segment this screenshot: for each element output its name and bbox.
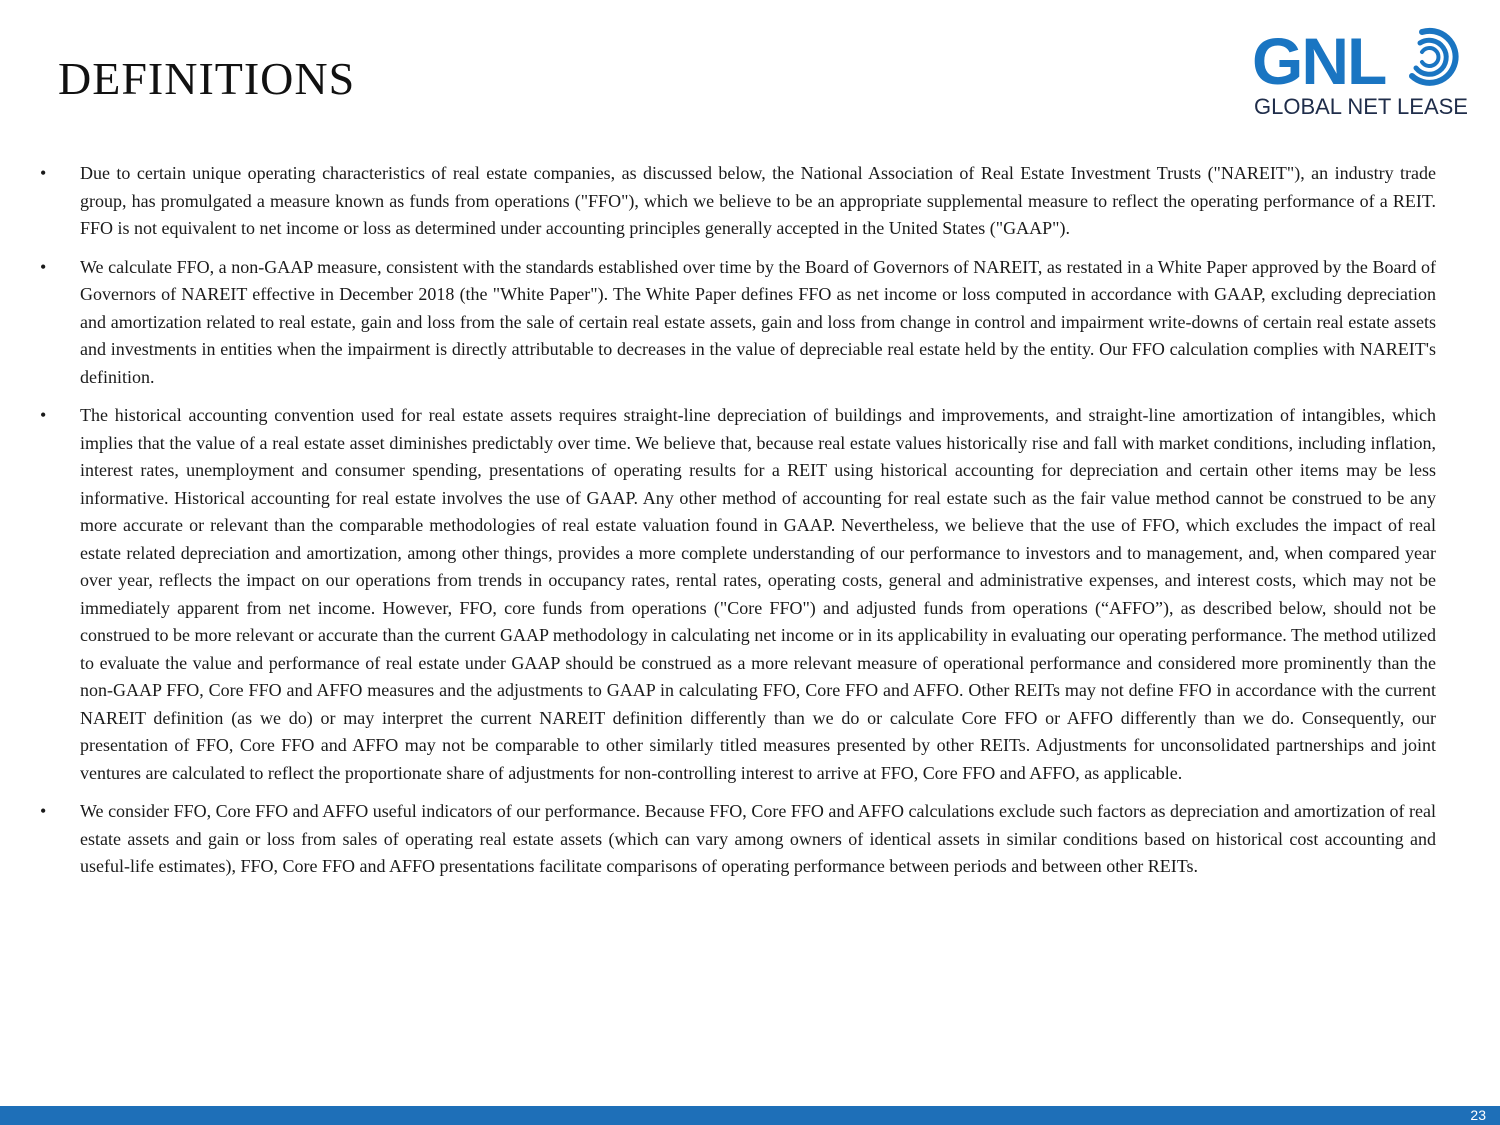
logo-subtitle: GLOBAL NET LEASE (1254, 94, 1468, 119)
bullet-icon: • (40, 163, 47, 183)
paragraph: We consider FFO, Core FFO and AFFO useful indicators of our performance. Because FFO, Core FFO and AFFO calculations exclude such factors as depreciation and amortization of real estate assets and gain or loss from sales of operating real estate assets (which can vary among owners of identical assets in similar conditions based on historical cost accounting and useful-life estimates), FFO, Core FFO and AFFO presentations facilitate comparisons of operating performance between periods and between other REITs. (80, 801, 1436, 876)
paragraph: We calculate FFO, a non-GAAP measure, consistent with the standards established over time by the Board of Governors of NAREIT, as restated in a White Paper approved by the Board of Governors of NAREIT effective in December 2018 (the "White Paper"). The White Paper defines FFO as net income or loss computed in accordance with GAAP, excluding depreciation and amortization related to real estate, gain and loss from the sale of certain real estate assets, gain and loss from change in control and impairment write-downs of certain real estate assets and investments in entities when the impairment is directly attributable to decreases in the value of depreciable real estate held by the entity. Our FFO calculation complies with NAREIT's definition. (80, 256, 1436, 387)
paragraph: The historical accounting convention used for real estate assets requires straight-line depreciation of buildings and improvements, and straight-line amortization of intangibles, which implies that the value of a real estate asset diminishes predictably over time. We believe that, because real estate values historically rise and fall with market conditions, including inflation, interest rates, unemployment and consumer spending, presentations of operating results for a REIT using historical accounting for depreciation and certain other items may be less informative. Historical accounting for real estate involves the use of GAAP. Any other method of accounting for real estate such as the fair value method cannot be construed to be any more accurate or relevant than the comparable methodologies of real estate valuation found in GAAP. Nevertheless, we believe that the use of FFO, which excludes the impact of real estate related depreciation and amortization, among other things, provides a more complete understanding of our performance to investors and to management, and, when compared year over year, reflects the impact on our operations from trends in occupancy rates, rental rates, operating costs, general and administrative expenses, and interest costs, which may not be immediately apparent from net income. However, FFO, core funds from operations ("Core FFO") and adjusted funds from operations (“AFFO”), as described below, should not be construed to be more relevant or accurate than the current GAAP methodology in calculating net income or in its applicability in evaluating our operating performance. The method utilized to evaluate the value and performance of real estate under GAAP should be construed as a more relevant measure of operational performance and considered more prominently than the non-GAAP FFO, Core FFO and AFFO measures and the adjustments to GAAP in calculating FFO, Core FFO and AFFO. Other REITs may not define FFO in accordance with the current NAREIT definition (as we do) or may interpret the current NAREIT definition differently than we do or calculate Core FFO or AFFO differently than we do. Consequently, our presentation of FFO, Core FFO and AFFO may not be comparable to other similarly titled measures presented by other REITs. Adjustments for unconsolidated partnerships and joint ventures are calculated to reflect the proportionate share of adjustments for non-controlling interest to arrive at FFO, Core FFO and AFFO, as applicable. (80, 405, 1436, 783)
paragraph: Due to certain unique operating characteristics of real estate companies, as discussed below, the National Association of Real Estate Investment Trusts ("NAREIT"), an industry trade group, has promulgated a measure known as funds from operations ("FFO"), which we believe to be an appropriate supplemental measure to reflect the operating performance of a REIT. FFO is not equivalent to net income or loss as determined under accounting principles generally accepted in the United States ("GAAP"). (80, 163, 1436, 238)
gnl-logo (1252, 24, 1467, 124)
list-item (40, 798, 1436, 881)
bullet-icon: • (40, 801, 47, 821)
logo-mark: GNL (1252, 24, 1386, 98)
swirl-icon (1400, 24, 1466, 90)
bullet-icon: • (40, 405, 47, 425)
page-number: 23 (1470, 1107, 1486, 1123)
bullet-icon: • (40, 256, 47, 277)
definitions-list (40, 160, 1436, 892)
footer-bar (0, 1106, 1500, 1125)
list-item (40, 160, 1436, 243)
list-item (40, 254, 1436, 392)
list-item (40, 402, 1436, 787)
page-title: DEFINITIONS (58, 53, 356, 104)
